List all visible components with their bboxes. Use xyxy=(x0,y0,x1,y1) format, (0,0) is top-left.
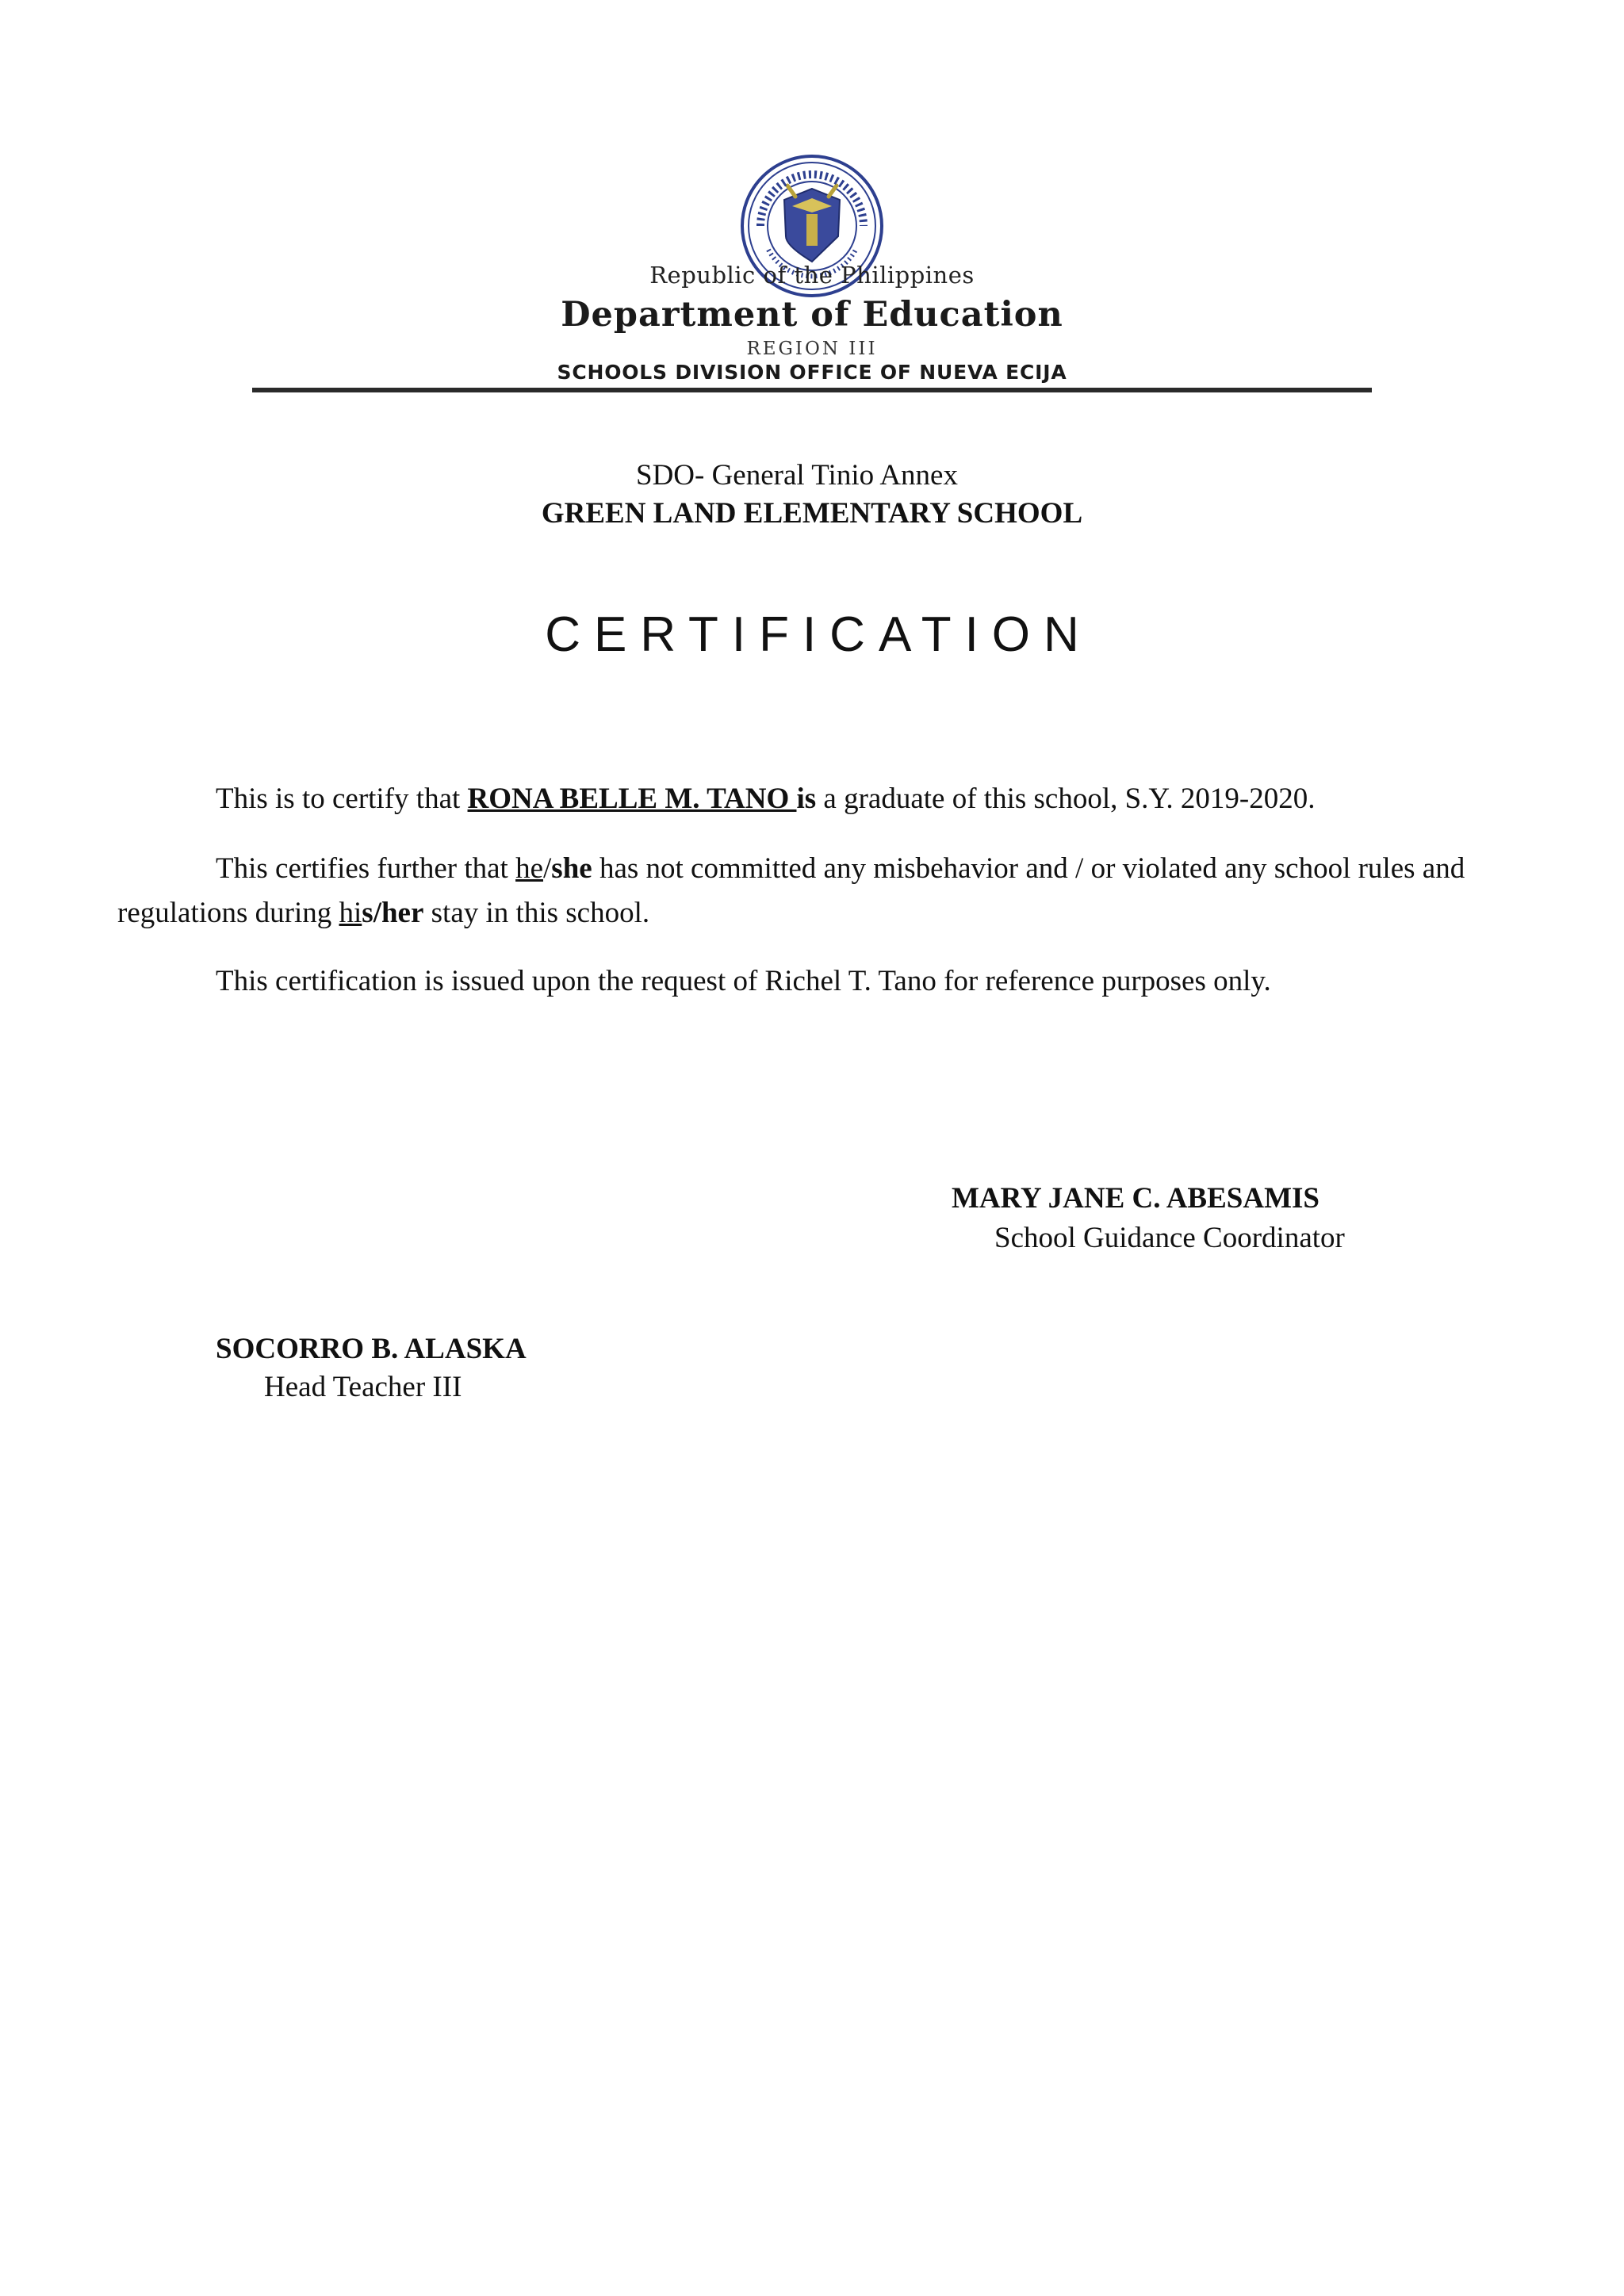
p2-slash: / xyxy=(543,852,552,885)
letterhead-divider xyxy=(252,388,1372,392)
signatory-title: School Guidance Coordinator xyxy=(994,1222,1345,1254)
p2-hi: hi xyxy=(339,897,362,929)
p2-middle: has not committed any misbehavior and / or violated any school rules and regulations during xyxy=(117,852,1465,929)
p2-prefix: This certifies further that xyxy=(216,852,516,885)
letterhead-region: REGION III xyxy=(746,339,878,359)
p2-s-her: s/her xyxy=(362,897,424,929)
school-name: GREEN LAND ELEMENTARY SCHOOL xyxy=(541,497,1083,530)
letterhead-division: SCHOOLS DIVISION OFFICE OF NUEVA ECIJA xyxy=(557,361,1067,384)
p1-suffix: a graduate of this school, S.Y. 2019-2020. xyxy=(816,783,1316,815)
p1-is: is xyxy=(796,783,817,815)
letterhead-department: Department of Education xyxy=(561,295,1063,335)
p3-text: This certification is issued upon the request of Richel T. Tano for reference purposes only. xyxy=(216,965,1271,997)
signatory-name: MARY JANE C. ABESAMIS xyxy=(952,1182,1320,1215)
document-title: CERTIFICATION xyxy=(545,607,1093,662)
p2-she: she xyxy=(551,852,592,885)
school-annex: SDO- General Tinio Annex xyxy=(636,459,958,492)
p2-he: he xyxy=(515,852,544,885)
student-name: RONA BELLE M. TANO xyxy=(467,783,797,815)
paragraph-purpose xyxy=(117,959,1545,1004)
signatory-title: Head Teacher III xyxy=(264,1371,462,1403)
letterhead-republic: Republic of the Philippines xyxy=(649,262,975,289)
paragraph-graduate xyxy=(117,777,1545,821)
signatory-name: SOCORRO B. ALASKA xyxy=(216,1333,527,1365)
p1-prefix: This is to certify that xyxy=(216,783,468,815)
p2-suffix: stay in this school. xyxy=(423,897,650,929)
paragraph-conduct xyxy=(117,847,1545,936)
